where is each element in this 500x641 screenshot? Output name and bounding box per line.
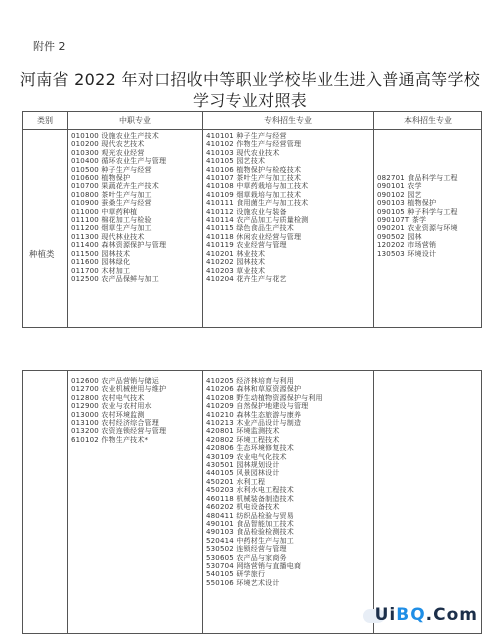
major-item: 410204 花卉生产与花艺 (206, 274, 287, 283)
header-zhuanke: 专科招生专业 (264, 116, 312, 125)
column-divider (67, 371, 68, 633)
category-label: 种植类 (29, 250, 55, 260)
column-divider (373, 112, 374, 327)
major-item: 410112 设施农业与装备 (206, 207, 287, 216)
majors-table-part1 (22, 111, 482, 328)
major-item: 090102 园艺 (377, 190, 422, 199)
major-item: 410210 森林生态旅游与康养 (206, 410, 302, 419)
document-title-line2: 学习专业对照表 (192, 91, 308, 110)
major-item: 420806 生态环境修复技术 (206, 444, 294, 453)
header-category: 类别 (37, 116, 53, 125)
zhongzhi-list (71, 132, 166, 283)
major-item: 090502 园林 (377, 232, 422, 241)
major-item: 440105 风景园林设计 (206, 469, 280, 478)
column-divider (202, 371, 203, 633)
major-item: 490103 食品检验检测技术 (206, 528, 294, 537)
major-item: 410201 林业技术 (206, 249, 266, 258)
major-item: 430109 农业电气化技术 (206, 452, 287, 461)
major-item: 010600 植物保护 (71, 174, 131, 183)
major-item: 012900 农业与农村用水 (71, 402, 152, 411)
major-item: 410203 草业技术 (206, 266, 266, 275)
major-item: 013000 农村环境监测 (71, 410, 145, 419)
major-item: 410202 园林技术 (206, 258, 266, 267)
major-item: 012600 农产品营销与储运 (71, 377, 159, 385)
document-title-line1: 河南省 2022 年对口招收中等职业学校毕业生进入普通高等学校 (19, 70, 481, 89)
major-item: 082701 食品科学与工程 (377, 174, 458, 182)
header-benke: 本科招生专业 (404, 116, 452, 125)
major-item: 460118 机械装备制造技术 (206, 494, 294, 503)
major-item: 410119 农业经营与管理 (206, 241, 287, 250)
major-item: 013100 农村经济综合管理 (71, 419, 159, 428)
major-item: 490101 食品智能加工技术 (206, 519, 294, 528)
major-item: 530605 农产品与家商务 (206, 553, 287, 562)
major-item: 130503 环境设计 (377, 249, 437, 258)
major-item: 010400 循环农业生产与管理 (71, 157, 167, 166)
major-item: 410103 现代农业技术 (206, 148, 280, 157)
major-item: 010300 观光农业经营 (71, 148, 145, 157)
major-item: 011700 木材加工 (71, 266, 131, 275)
watermark: UiBQ.Com (374, 605, 478, 625)
major-item: 610102 作物生产技术* (71, 435, 149, 444)
major-item: 010100 设施农业生产技术 (71, 132, 159, 140)
major-item: 090101 农学 (377, 182, 422, 191)
column-divider (202, 112, 203, 327)
column-divider (373, 371, 374, 633)
attachment-label: 附件 2 (33, 40, 66, 53)
major-item: 010800 茶叶生产与加工 (71, 190, 152, 199)
major-item: 410205 经济林培育与利用 (206, 377, 294, 385)
major-item: 410114 农产品加工与质量检测 (206, 216, 309, 225)
major-item: 410108 中草药栽培与加工技术 (206, 182, 309, 191)
major-item: 530704 网络营销与直播电商 (206, 561, 302, 570)
major-item: 011600 园林绿化 (71, 258, 131, 267)
major-item: 013200 农资连锁经营与管理 (71, 427, 167, 436)
major-item: 410111 食用菌生产与加工技术 (206, 199, 309, 208)
major-item: 410213 木业产品设计与制造 (206, 419, 302, 428)
major-item: 420802 环境工程技术 (206, 435, 280, 444)
major-item: 010500 种子生产与经营 (71, 165, 152, 174)
major-item: 410118 休闲农业经营与管理 (206, 232, 302, 241)
major-item: 410209 自然保护地建设与管理 (206, 402, 309, 411)
major-item: 410102 作物生产与经营管理 (206, 140, 302, 149)
major-item: 120202 市场营销 (377, 241, 437, 250)
major-item: 480411 纺织品检验与贸易 (206, 511, 294, 520)
major-item: 410109 烟草栽培与加工技术 (206, 190, 302, 199)
header-zhongzhi: 中职专业 (119, 116, 151, 125)
major-item: 012700 农业机械使用与维护 (71, 385, 167, 394)
zhuanke-list (206, 377, 323, 587)
major-item: 450201 水利工程 (206, 477, 266, 486)
major-item: 011200 烟草生产与加工 (71, 224, 152, 233)
major-item: 420801 环境监测技术 (206, 427, 280, 436)
major-item: 010200 现代农艺技术 (71, 140, 145, 149)
major-item: 010900 蚕桑生产与经营 (71, 199, 152, 208)
major-item: 450203 水利水电工程技术 (206, 486, 294, 495)
zhongzhi-list (71, 377, 166, 444)
header-divider (23, 129, 481, 130)
major-item: 090107T 茶学 (377, 216, 427, 225)
zhuanke-list (206, 132, 308, 283)
major-item: 011400 森林资源保护与管理 (71, 241, 167, 250)
major-item: 430501 园林规划设计 (206, 461, 280, 470)
major-item: 011500 园林技术 (71, 249, 131, 258)
major-item: 011100 棉花加工与检验 (71, 216, 152, 225)
major-item: 410206 森林和草原资源保护 (206, 385, 302, 394)
major-item: 520414 中药材生产与加工 (206, 536, 294, 545)
major-item: 012800 农村电气技术 (71, 393, 145, 402)
major-item: 410208 野生动植物资源保护与利用 (206, 393, 323, 402)
major-item: 460202 机电设备技术 (206, 503, 280, 512)
major-item: 011000 中草药种植 (71, 207, 138, 216)
major-item: 090201 农业资源与环境 (377, 224, 458, 233)
major-item: 012500 农产品保鲜与加工 (71, 274, 159, 283)
major-item: 010700 果蔬花卉生产技术 (71, 182, 159, 191)
major-item: 530502 连锁经营与管理 (206, 545, 287, 554)
benke-list (377, 174, 458, 258)
major-item: 550106 环境艺术设计 (206, 578, 280, 587)
major-item: 410105 园艺技术 (206, 157, 266, 166)
major-item: 011300 现代林业技术 (71, 232, 145, 241)
major-item: 540105 研学旅行 (206, 570, 266, 579)
major-item: 410115 绿色食品生产技术 (206, 224, 294, 233)
column-divider (67, 112, 68, 327)
major-item: 410101 种子生产与经营 (206, 132, 287, 140)
major-item: 410106 植物保护与检疫技术 (206, 165, 302, 174)
major-item: 090103 植物保护 (377, 199, 437, 208)
major-item: 410107 茶叶生产与加工技术 (206, 174, 302, 183)
major-item: 090105 种子科学与工程 (377, 207, 458, 216)
majors-table-part2 (22, 370, 482, 634)
